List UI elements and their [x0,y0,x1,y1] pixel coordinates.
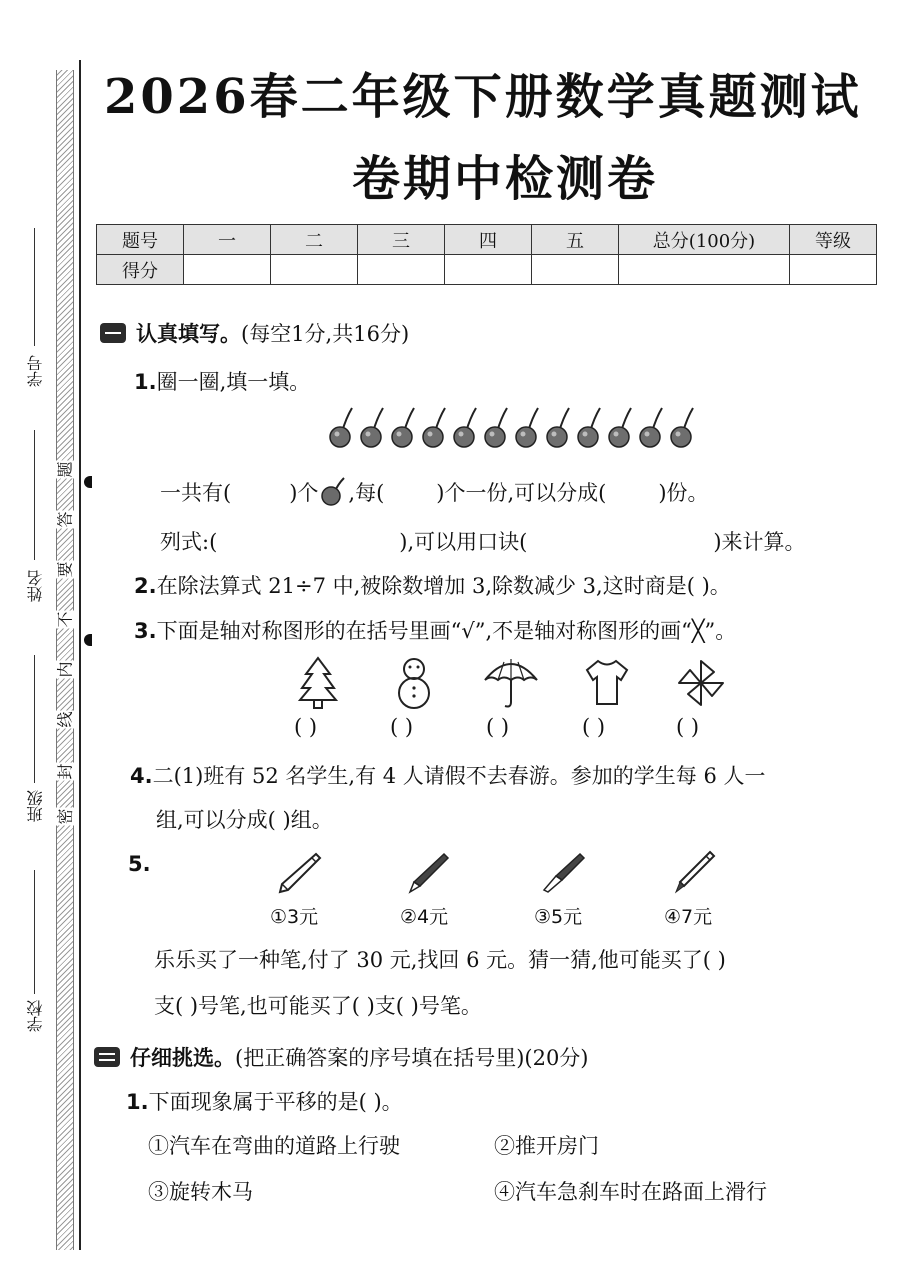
cherry-icon [516,408,538,447]
q4-line-2: 组,可以分成( )组。 [156,808,333,832]
seal-char: 题 [53,461,76,479]
answer-bracket[interactable]: ( ) [486,715,510,739]
seal-char: 内 [53,661,76,679]
question-1-4: 4.二(1)班有 52 名学生,有 4 人请假不去春游。参加的学生每 6 人一 [130,764,766,788]
score-cell[interactable] [790,255,877,285]
marker-pen-icon [670,848,718,896]
choice-option: ①汽车在弯曲的道路上行驶 [148,1134,400,1158]
score-row-label: 得分 [97,255,184,285]
student-id-field: 学号 [25,355,45,387]
binding-hole [84,476,92,488]
score-header-cell: 等级 [790,225,877,255]
answer-bracket[interactable]: ( ) [676,715,700,739]
answer-bracket[interactable]: ( ) [582,715,606,739]
score-row [97,255,877,285]
seal-char: 封 [53,763,76,781]
answer-bracket[interactable]: ( ) [390,715,414,739]
umbrella-figure [482,656,540,710]
cherry-icon [578,408,600,447]
q1-line-1: 一共有( )个 ,每( )个一份,可以分成( )份。 [160,476,709,507]
score-header-cell: 一 [184,225,271,255]
pencil-icon [276,850,322,896]
cherry-icon [330,408,352,447]
binding-hole [84,634,92,646]
section-number-badge [100,323,126,343]
score-header-cell: 三 [358,225,445,255]
fountain-pen-icon [540,850,586,896]
snowman-figure [394,656,434,710]
cherry-icon [392,408,414,447]
cherry-icon [485,408,507,447]
class-line [34,655,35,783]
pen-option-4: ④7元 [664,906,713,928]
name-line [34,430,35,560]
page-title: 2026春二年级下册数学真题测试 [104,69,862,125]
score-table [96,224,877,285]
choice-option: ④汽车急刹车时在路面上滑行 [494,1180,767,1204]
score-header-cell: 二 [271,225,358,255]
cherry-icon [423,408,445,447]
score-header-cell: 题号 [97,225,184,255]
school-field: 学校 [25,1000,45,1032]
seal-char: 不 [53,611,76,629]
seal-char: 密 [53,808,76,826]
q1-line-2: 列式:( ),可以用口诀( )来计算。 [160,530,806,554]
cherry-icon [318,476,348,506]
q5-line-1: 乐乐买了一种笔,付了 30 元,找回 6 元。猜一猜,他可能买了( ) [154,948,726,972]
cherry-icon [547,408,569,447]
cherry-icon [454,408,476,447]
cherry-icon [361,408,383,447]
school-line [34,870,35,994]
question-1-3: 3.下面是轴对称图形的在括号里画“√”,不是轴对称图形的画“╳”。 [134,619,737,643]
question-1-5: 5. [128,852,151,876]
student-id-line [34,228,35,346]
section-number-badge [94,1047,120,1067]
score-cell[interactable] [532,255,619,285]
score-cell[interactable] [619,255,790,285]
score-header-row [97,225,877,255]
seal-line [79,60,81,1250]
choice-option: ③旋转木马 [148,1180,253,1204]
name-field: 姓名 [25,570,45,602]
seal-char: 线 [53,711,76,729]
tshirt-figure [584,658,630,708]
seal-char: 要 [53,561,76,579]
cherry-icon [609,408,631,447]
ballpoint-pen-icon [404,850,450,896]
score-header-cell: 四 [445,225,532,255]
score-cell[interactable] [445,255,532,285]
choice-option: ②推开房门 [494,1134,599,1158]
q5-line-2: 支( )号笔,也可能买了( )支( )号笔。 [154,994,482,1018]
pen-option-3: ③5元 [534,906,583,928]
score-cell[interactable] [271,255,358,285]
score-cell[interactable] [358,255,445,285]
cherry-icon [640,408,662,447]
answer-bracket[interactable]: ( ) [294,715,318,739]
section-2-header: 仔细挑选。 (把正确答案的序号填在括号里)(20分) [94,1042,589,1072]
question-1-2: 2.在除法算式 21÷7 中,被除数增加 3,除数减少 3,这时商是( )。 [134,574,731,598]
score-header-cell: 总分(100分) [619,225,790,255]
pen-option-1: ①3元 [270,906,319,928]
cherry-row [326,404,698,452]
section-1-header: 认真填写。 (每空1分,共16分) [100,318,409,348]
pen-option-2: ②4元 [400,906,449,928]
score-header-cell: 五 [532,225,619,255]
pinwheel-figure [676,658,726,708]
cherry-icon [671,408,693,447]
question-2-1: 1.下面现象属于平移的是( )。 [126,1090,403,1114]
question-1-1: 1.圈一圈,填一填。 [134,370,311,394]
score-cell[interactable] [184,255,271,285]
class-field: 班级 [25,790,45,822]
seal-char: 答 [53,511,76,529]
tree-figure [298,656,338,710]
page-subtitle: 卷期中检测卷 [352,151,659,207]
